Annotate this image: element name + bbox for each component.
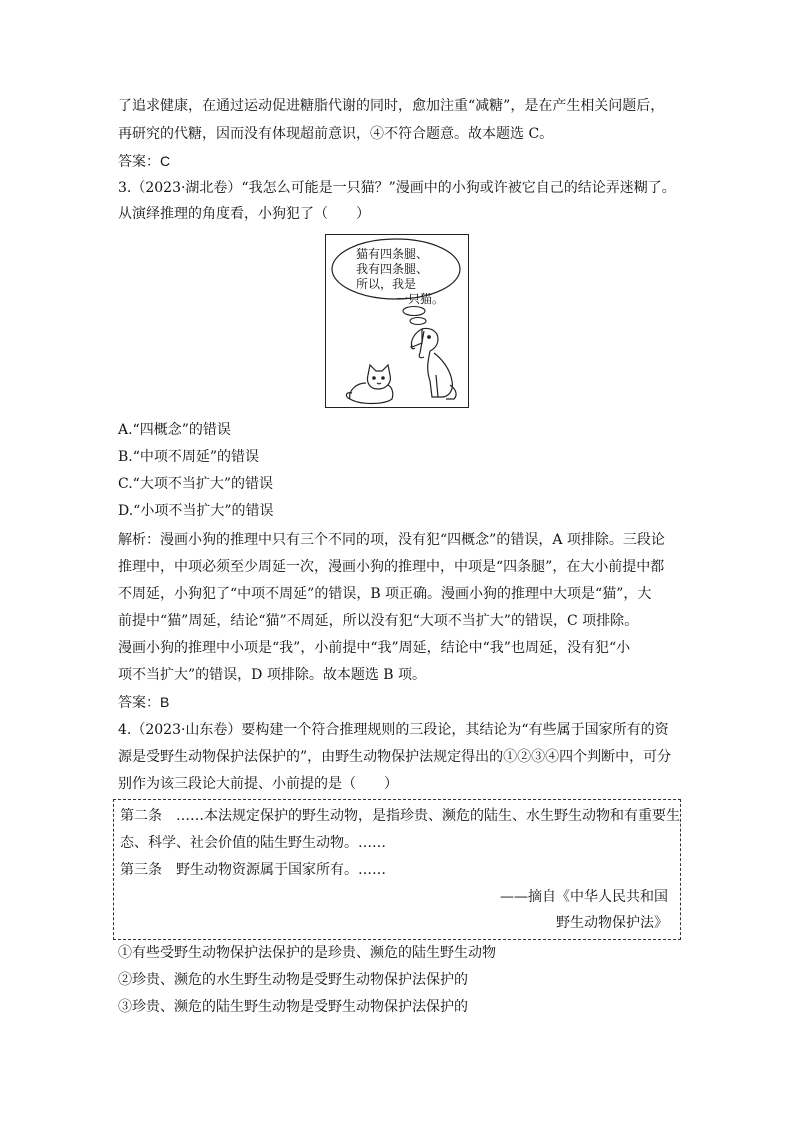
thought-dot-2 bbox=[410, 318, 426, 325]
law-source-line-2: 野生动物保护法》 bbox=[556, 915, 668, 931]
q3-answer: 答案：B bbox=[118, 694, 170, 710]
q3-stem-line-2: 从演绎推理的角度看，小狗犯了（ ） bbox=[118, 206, 370, 222]
bubble-line-3: 所以，我是 bbox=[356, 277, 417, 291]
q3-option-b: B.“中项不周延”的错误 bbox=[118, 449, 260, 465]
prev-answer: 答案：C bbox=[118, 153, 171, 169]
q4-stem-line-2: 源是受野生动物保护法保护的”，由野生动物保护法规定得出的①②③④四个判断中，可分 bbox=[118, 749, 672, 765]
q3-analysis-line-6: 项不当扩大”的错误，D 项排除。故本题选 B 项。 bbox=[118, 667, 427, 683]
dog-illustration bbox=[411, 328, 456, 399]
prev-analysis-line-2: 再研究的代糖，因而没有体现超前意识，④不符合题意。故本题选 C。 bbox=[118, 126, 554, 142]
law-line-2: 态、科学、社会价值的陆生野生动物。…… bbox=[120, 835, 386, 851]
q3-analysis-line-3: 不周延，小狗犯了“中项不周延”的错误，B 项正确。漫画小狗的推理中大项是“猫”，大 bbox=[118, 586, 652, 602]
q3-option-a: A.“四概念”的错误 bbox=[118, 422, 231, 438]
q4-stem-line-1: 4.（2023·山东卷）要构建一个符合推理规则的三段论，其结论为“有些属于国家所有的资 bbox=[118, 722, 669, 738]
q3-stem-line-1: 3.（2023·湖北卷）“我怎么可能是一只猫？”漫画中的小狗或许被它自己的结论弄迷糊了。 bbox=[118, 180, 676, 196]
bubble-line-4: 一只猫。 bbox=[396, 292, 445, 306]
law-line-3: 第三条 野生动物资源属于国家所有。…… bbox=[120, 862, 386, 878]
q3-analysis-line-4: 前提中“猫”周延，结论“猫”不周延，所以没有犯“大项不当扩大”的错误，C 项排除。 bbox=[118, 613, 639, 629]
law-source-line-1: ——摘自《中华人民共和国 bbox=[500, 889, 668, 905]
law-line-1: 第二条 ……本法规定保护的野生动物，是指珍贵、濒危的陆生、水生野生动物和有重要生 bbox=[120, 808, 680, 824]
q4-judgment-1: ①有些受野生动物保护法保护的是珍贵、濒危的陆生野生动物 bbox=[118, 945, 496, 961]
q3-option-d: D.“小项不当扩大”的错误 bbox=[118, 503, 274, 519]
q4-stem-line-3: 别作为该三段论大前提、小前提的是（ ） bbox=[118, 776, 398, 792]
q4-judgment-3: ③珍贵、濒危的陆生野生动物是受野生动物保护法保护的 bbox=[118, 999, 468, 1015]
q3-analysis-line-5: 漫画小狗的推理中小项是“我”，小前提中“我”周延，结论中“我”也周延，没有犯“小 bbox=[118, 640, 631, 656]
q3-option-c: C.“大项不当扩大”的错误 bbox=[118, 476, 273, 492]
prev-analysis-line-1: 了追求健康，在通过运动促进糖脂代谢的同时，愈加注重“减糖”，是在产生相关问题后， bbox=[118, 98, 665, 114]
q3-analysis-line-2: 推理中，中项必须至少周延一次，漫画小狗的推理中，中项是“四条腿”，在大小前提中都 bbox=[118, 559, 665, 575]
bubble-line-2: 我有四条腿、 bbox=[356, 262, 429, 276]
q3-analysis-line-1: 解析：漫画小狗的推理中只有三个不同的项，没有犯“四概念”的错误，A 项排除。三段论 bbox=[118, 532, 665, 548]
cartoon-figure bbox=[325, 234, 469, 408]
thought-dot-1 bbox=[403, 307, 425, 316]
cat-illustration bbox=[346, 365, 392, 404]
bubble-line-1: 猫有四条腿、 bbox=[356, 247, 429, 261]
law-excerpt-box bbox=[113, 799, 681, 940]
q4-judgment-2: ②珍贵、濒危的水生野生动物是受野生动物保护法保护的 bbox=[118, 972, 468, 988]
